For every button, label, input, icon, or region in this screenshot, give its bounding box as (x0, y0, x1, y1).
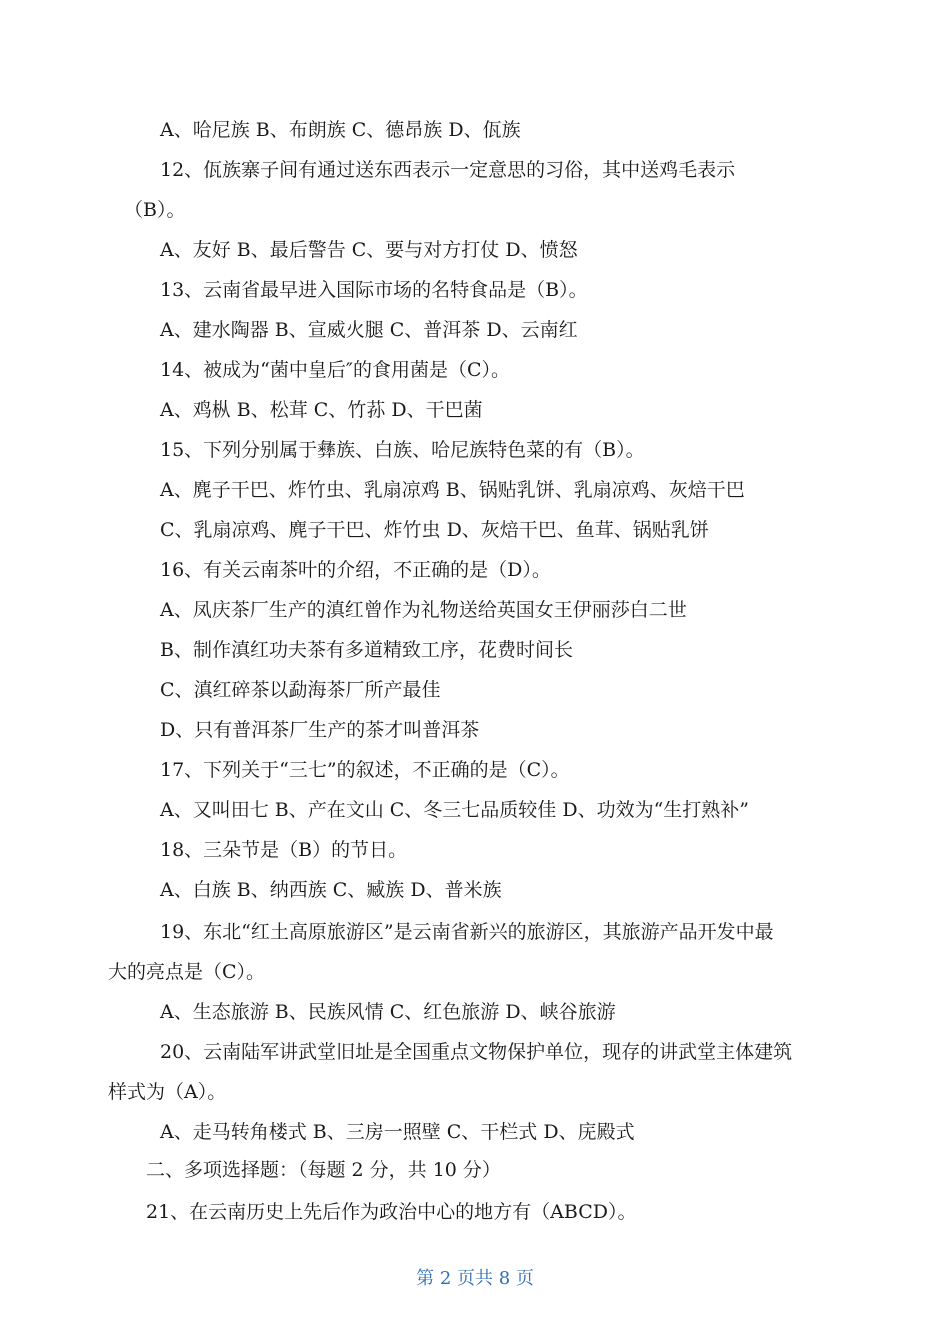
text-line: C、滇红碎茶以勐海茶厂所产最佳 (160, 679, 441, 701)
text-line: 21、在云南历史上先后作为政治中心的地方有（ABCD）。 (146, 1201, 637, 1223)
text-line: 19、东北“红土高原旅游区”是云南省新兴的旅游区，其旅游产品开发中最 (160, 921, 774, 943)
text-line: 18、三朵节是（B）的节日。 (160, 839, 408, 861)
text-line: B、制作滇红功夫茶有多道精致工序，花费时间长 (160, 639, 573, 661)
text-line: A、又叫田七 B、产在文山 C、冬三七品质较佳 D、功效为“生打熟补” (160, 799, 750, 821)
text-line: A、走马转角楼式 B、三房一照壁 C、干栏式 D、庑殿式 (160, 1121, 635, 1143)
text-line: 16、有关云南茶叶的介绍，不正确的是（D）。 (160, 559, 551, 581)
text-line: 样式为（A）。 (108, 1081, 227, 1103)
text-line: 14、被成为“菌中皇后″的食用菌是（C）。 (160, 359, 511, 381)
text-line: A、鸡枞 B、松茸 C、竹荪 D、干巴菌 (160, 399, 483, 421)
text-line: （B）。 (124, 199, 186, 221)
text-line: A、哈尼族 B、布朗族 C、德昂族 D、佤族 (160, 119, 521, 141)
text-line: A、友好 B、最后警告 C、要与对方打仗 D、愤怒 (160, 239, 578, 261)
text-line: A、凤庆茶厂生产的滇红曾作为礼物送给英国女王伊丽莎白二世 (160, 599, 687, 621)
text-line: A、麂子干巴、炸竹虫、乳扇凉鸡 B、锅贴乳饼、乳扇凉鸡、灰焙干巴 (160, 479, 745, 501)
page-number-footer: 第 2 页共 8 页 (416, 1268, 534, 1289)
text-line: 17、下列关于“三七”的叙述，不正确的是（C）。 (160, 759, 570, 781)
text-line: 20、云南陆军讲武堂旧址是全国重点文物保护单位，现存的讲武堂主体建筑 (160, 1041, 793, 1063)
text-line: A、生态旅游 B、民族风情 C、红色旅游 D、峡谷旅游 (160, 1001, 616, 1023)
text-line: C、乳扇凉鸡、麂子干巴、炸竹虫 D、灰焙干巴、鱼茸、锅贴乳饼 (160, 519, 709, 541)
text-line: A、白族 B、纳西族 C、臧族 D、普米族 (160, 879, 502, 901)
text-line: 12、佤族寨子间有通过送东西表示一定意思的习俗，其中送鸡毛表示 (160, 159, 736, 181)
text-line: A、建水陶器 B、宣威火腿 C、普洱茶 D、云南红 (160, 319, 578, 341)
text-line: 15、下列分别属于彝族、白族、哈尼族特色菜的有（B）。 (160, 439, 645, 461)
text-line: D、只有普洱茶厂生产的茶才叫普洱茶 (160, 719, 480, 741)
section-heading: 二、多项选择题：（每题 2 分，共 10 分） (146, 1159, 501, 1181)
text-line: 大的亮点是（C）。 (108, 961, 266, 983)
text-line: 13、云南省最早进入国际市场的名特食品是（B）。 (160, 279, 588, 301)
